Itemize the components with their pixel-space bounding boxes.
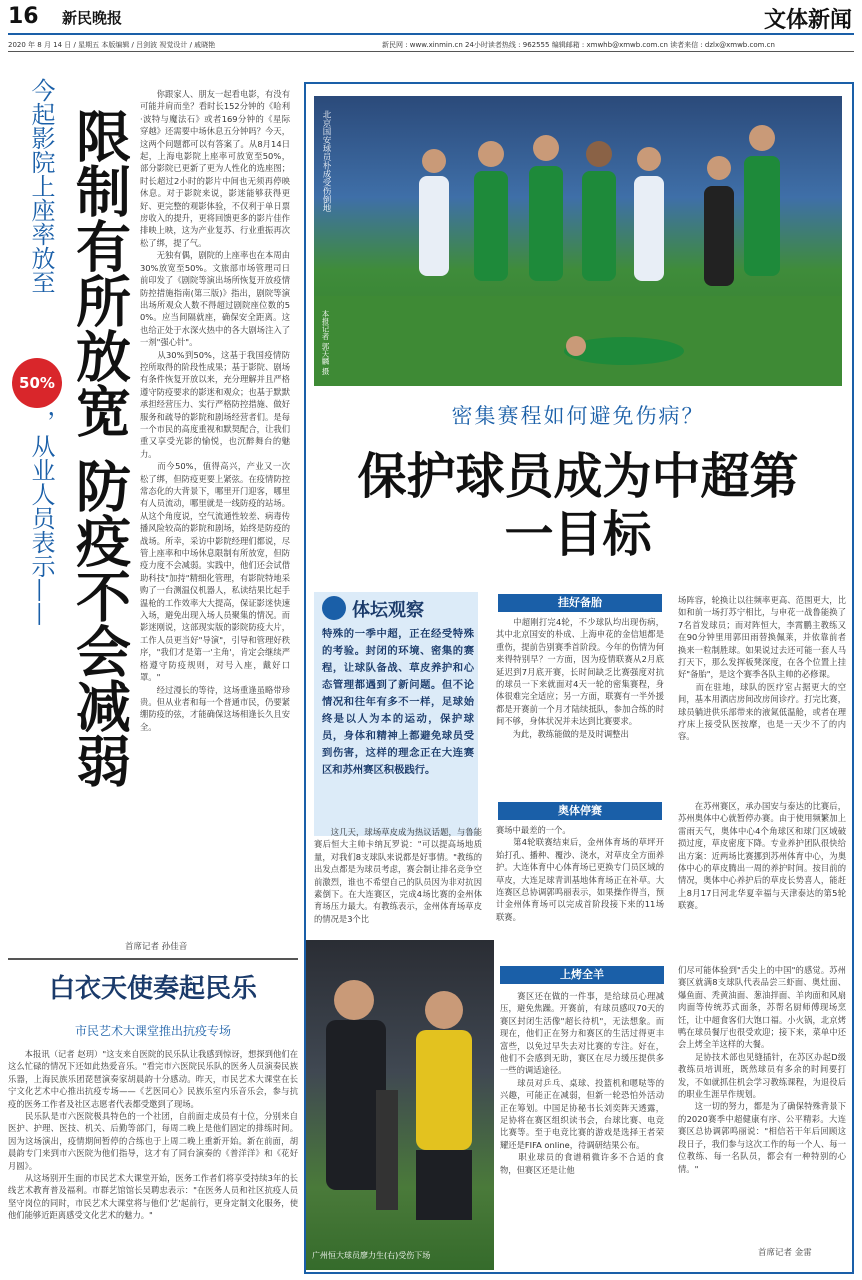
- cinema-kicker-text-1: 今起影院上座率放至: [27, 78, 55, 294]
- cinema-body: 你跟家人、朋友一起看电影，有没有可能并肩而坐？看时长152分钟的《哈利·波特与魔法石》或者169分钟的《星际穿越》还需要中场休息五分钟吗？今天，这两个问题都可以有答案了。从8月14日起，上海电影院上座率可放宽至50%，部分影院已更新了更为人性化的选座图；时长超过2小时的影片中间也无须再停映休息。对于影院来说，影迷能够获得更好、更完整的观影体验，不仅利于单日票房收入的提升，更将回馈更多的影片佳作排映上映，这为产业复苏、行业重振再次松了绑，提了气。 无独有偶，剧院的上座率也在本周由30%放宽至50%。文旅部市场管理司日前印发了《剧院等演出场所恢复开放疫情防控措施指南(第三版)》指出，剧院等演出场所观众人数不得超过剧院座位数的50%。应当间隔就座，确保安全距离。这也给正处于水深火热中的各大剧场注入了一剂"强心针"。 从30%到50%，这基于我国疫情防控所取得的阶段性成果；基于影院、剧场有条件恢复开放以来，充分理解并且严格遵守防疫要求的影迷和观众；也基于默默承担经营压力、实行严格防控措施、做好服务和疏导的影院和剧场经营者们。是每一个市民的高度重视和默契配合，让我们重又享受光影的愉悦，也沉醉舞台的魅力。 而今50%，值得高兴，产业又一次松了绑，但防疫更要上紧弦。在疫情防控常态化的大背景下，哪里开门迎客，哪里有人员流动，哪里就是一线防疫的站场。从这个角度说，空气流通性较差、病毒传播风险较高的影院和剧场，始终是防疫的战场。所幸，采访中影院经理们都说，尽管上座率和中场休息限制有所放宽，但防疫力度不会减弱。实践中，他们还会试借助科技"加持"精细化管理，有影院特地采购了一台测温仪机器人，私读结果比起手温枪的工作效率大大提高，保证影迷快速入场，避免出现入场人员聚集的情况。而影迷刚说，这部现实版的影院防疫大片，工作人员更当好"导演"，引导和管理好秩序，"我们才是第一'主角'，肯定会继续严格遵守防疫规则，对号入座，戴好口罩。" 经过漫长的等待，这场重逢虽略带珍贵。但从业者和每一个普通市民，仍要紧绷防疫的弦，才能确保这场相逢长久且安全。: [140, 89, 290, 732]
- cinema-byline: 首席记者 孙佳音: [125, 942, 188, 952]
- sec1-title: 挂好备胎: [498, 594, 662, 612]
- forum-text: 特殊的一季中超，正在经受特殊的考验。封闭的环境、密集的赛程，让球队备战、草皮养护和心态管理都遇到了新问题。但不论情况和往年有多不一样，足球始终是以人为本的运动，保护球员，身体和精神上都避免球员受到伤害，这样的理念正在大连赛区和苏州赛区积极践行。: [322, 628, 474, 776]
- sub-board: [376, 1090, 398, 1210]
- header-rule-thin: [8, 51, 854, 52]
- angels-subhead: 市民艺术大课堂推出抗疫专场: [74, 1024, 231, 1038]
- cinema-kicker-2: [26, 410, 56, 650]
- player-figure: [474, 141, 508, 281]
- soccer-byline: 首席记者 金雷: [758, 1248, 812, 1258]
- player-figure: [529, 135, 563, 281]
- sec3-title: 上烤全羊: [500, 966, 664, 984]
- sec3-right: 们尽可能体验到"舌尖上的中国"的感觉。苏州赛区就满8支球队代表品尝三虾面、奥灶面、爆鱼面、秃黄油面、葱油拌面、羊肉面和风扇肉面等传统苏式面条，苏帮名厨师傅现场烹饪，让中超食客们大饱口福。小火锅，北京烤鸭在球员餐厅也很受欢迎；接下来，菜单中还会上烤全羊这样的大餐。 足协技术部也见缝插针，在苏区办起D级教练员培训班，既然球员有多余的时间要打发，不如就抓住机会学习教练课程，为退役后的职业生涯早作规划。 这一切的努力，都是为了确保特殊背景下的2020赛季中超健康有序、公平精彩。大连赛区总协调郭鸣丽说："相信若干年后回顾这段日子，我们参与这次工作的每一个人、每一位教练、每一名队员，都会有一种特别的心情。": [678, 965, 846, 1174]
- sec2-title: 奥体停赛: [498, 802, 662, 820]
- paper-name: 新民晚报: [62, 9, 123, 27]
- forum-badge: 体坛观察: [322, 596, 472, 620]
- photo2-caption: 广州恒大球员廖力生(右)受伤下场: [312, 1251, 431, 1260]
- header-rule: [8, 33, 854, 35]
- soccer-question: 密集赛程如何避免伤病？: [451, 404, 705, 428]
- player-figure: [416, 991, 472, 1220]
- player-figure: [419, 149, 449, 276]
- players-illustration: [314, 96, 842, 386]
- sub-illustration: [306, 940, 494, 1270]
- sec2-body: 赛场中最差的一个。 第4轮联赛结束后，金州体育场的草坪开始打孔、播种、覆沙、浇水，对草皮全方面养护。大连体育中心体育场已更换专门员区域的草皮，大连足球青训基地体育场正在补草。大连赛区总协调郭鸣丽表示，如果操作得当，预计金州体育场可以完成首阶段接下来的11场联赛。: [496, 825, 664, 922]
- dateline: 2020 年 8 月 14 日 / 星期五 本版编辑 / 吕剑波 视觉设计 / 戚晓艳: [8, 41, 216, 49]
- forum-logo-icon: [322, 596, 346, 620]
- photo-caption-vertical: 北京国安球员朴成受伤倒地: [321, 110, 331, 212]
- angels-body: 本报讯（记者 赵玥）"这支来自医院的民乐队让我感到惊讶，想探到他们在这么忙碌的情况下还如此热爱音乐。"看完市六医院民乐队的医务人员演奏民族乐器，上海民族乐团琵琶演奏家胡晨韵十分感动。昨天，市民艺术大课堂在长宁文化艺术中心推出抗疫专场——《艺医同心》民族乐室内乐音乐会，参与抗疫的医务工作者及社区志愿者代表都受邀到了现场。 民乐队是市六医院极具特色的一个社团，自前面走成员有十位，分别来自医护、护理、医技、机关、后勤等部门，每周二晚上是他们固定的排练时间。因为这场演出，疫情期间暂停的合练也于上周二晚上重新开始。新在前面，胡晨韵专门来到市六医院为他们指导，这才有了同台演奏的《普洋洋》和《花好月圆》。 从这场别开生面的市民艺术大课堂开始，医务工作者们将享受持续3年的长线艺术教育普及福利。市群艺馆馆长吴聘忠表示："在医务人员和社区抗疫人员坚守岗位的同时，市民艺术大课堂将与他们'艺'起前行，更身定制文化服务，使他们能够近距离感受文化艺术的魅力。": [8, 1049, 298, 1221]
- sec3-body: 赛区还在做的一件事，是给球员心理减压，避免焦躁。开赛前，有球员感叹70天的赛区封闭生活像"超长待机"，无法想象。而现在，他们正在努力和赛区的生活过得更丰富些，以免过早失去对比赛的专注。好在，他们不会感到无助，赛区在尽力缓压提供多一些的调适途径。 球员对乒乓、桌球、投篮机和嗯哒等的兴趣，可能正在减弱，但新一轮恐怕外活动正在筹划。中国足协秘书长刘奕阵天透露，足协将在赛区组织读书会，台球比赛、电竞比赛等。至于电竞比赛的游戏是选择王者荣耀还是FIFA online，待调研结果公布。 职业球员的食谱稍微许多不合适的食物，但赛区还是让他: [500, 991, 664, 1175]
- angels-headline: 白衣天使奏起民乐: [48, 974, 257, 1004]
- player-figure: [744, 125, 780, 276]
- cinema-headline-2: 防疫不会减弱: [67, 458, 131, 788]
- sec1-right: 场阵容，轮换让以往频率更高、范围更大，比如和前一场打苏宁相比，与申花一战鲁能换了7名首发球员；而对阵恒大，李霄鹏主教练又在90分钟里用郭田雨替换佩莱，并依靠前者换来一粒制胜球。如果说过去还可能一套人马打天下，那么发挥板凳深度，在各个位置上挂好"备胎"，是这个赛季各队主帅的必修课。 而在驻地，球队的医疗室占据更大的空间，基本用酒店房间改房间诊疗。打完比赛，球员躺进供乐部带来的液氮低温舱，或者在理疗床上接受队医按摩，也是一天少不了的内容。: [678, 595, 846, 742]
- photo-credit-vertical: 本报记者 郭天麟 摄: [321, 310, 330, 375]
- page-number: 16: [8, 4, 39, 29]
- sec1-body: 中超刚打完4轮，不少球队均出现伤病，其中北京国安的朴成、上海申花的金信旭都是重伤，提前告别赛季首阶段。今年的伤情为何来得特别早？一方面，因为疫情联赛从2月底延迟到7月底开赛，长时间缺乏比赛强度对抗的球员一下来就面对4天一轮的密集赛程，身体很难完全适应；另一方面，联赛有一半外援都是开赛前一个月才陆续抵队，参加合练的时间不够，身体状况并未达到比赛要求。 为此，教练能做的是及时调整出: [496, 617, 664, 739]
- sec2-right: 在苏州赛区，承办国安与泰达的比赛后，苏州奥体中心就暂停办赛。由于使用频繁加上雷雨天气，奥体中心4个角球区和球门区域破损过度，草皮密度下降。专业养护团队很快给出方案：近两场比赛挪到苏州体育中心，为奥体中心的草皮腾出一周的养护时间。按目前的情况，奥体中心养护后的草皮长势喜人，能赶上8月17日河北华夏幸福与天津泰达的第5轮联赛。: [678, 801, 846, 911]
- cinema-kicker-text-2: ，从业人员表示——: [27, 410, 55, 626]
- player-figure: [634, 147, 664, 281]
- player-figure: [582, 141, 616, 281]
- contact-line: 新民网 : www.xinmin.cn 24小时读者热线 : 962555 编辑邮箱 : xmwhb@xmwb.com.cn 读者来信 : dzlx@xmwb.com.cn: [382, 41, 775, 49]
- divider: [8, 958, 298, 960]
- player-figure: [704, 156, 734, 286]
- cinema-headline-1: 限制有所放宽: [67, 108, 131, 438]
- soccer-headline: 保护球员成为中超第一目标: [357, 448, 799, 563]
- section-title: 文体新闻: [763, 8, 852, 33]
- soccer-intro: 这几天，球场草皮成为热议话题，与鲁能赛后恒大主帅卡纳瓦罗说："可以提高场地质量，对我们8支球队来说都是好事情。"教练的出发点都是为球员考虑，赛会制让排名竞争空前激烈，谁也不希望自己的队员因为非对抗因素倒下。在大连赛区，完成4场比赛的金州体育场压力最大。有教练表示，金州体育场草皮的情况是3个比: [314, 827, 482, 924]
- cinema-badge: 50%: [12, 358, 62, 408]
- soccer-photo-injury: [314, 96, 842, 386]
- soccer-photo-substitution: [306, 940, 494, 1270]
